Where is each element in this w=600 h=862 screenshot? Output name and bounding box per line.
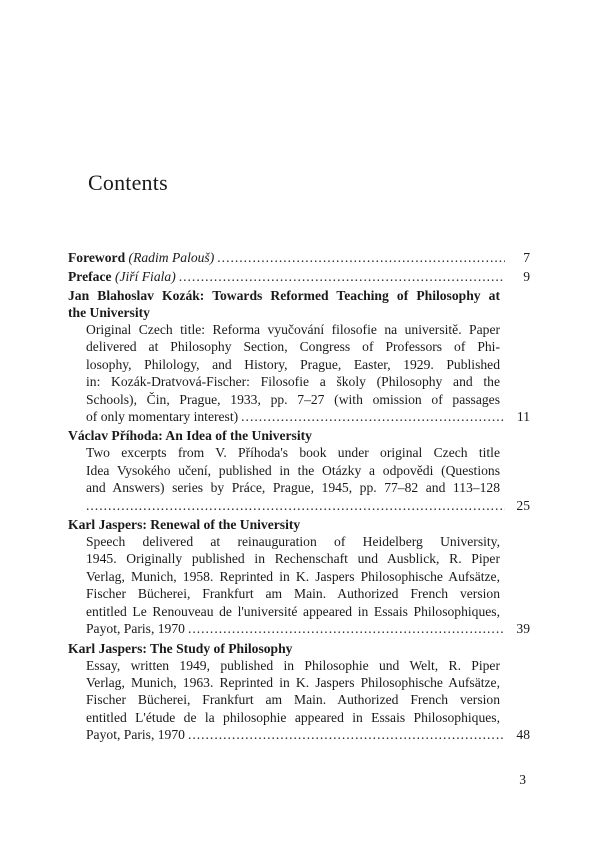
desc-line: Fischer Bücherei, Frankfurt am Main. Authorized French version xyxy=(86,586,500,602)
desc-line: in: Kozák-Dratvová-Fischer: Filosofie a školy (Philosophy and the xyxy=(86,374,500,390)
desc-line: Fischer Bücherei, Frankfurt am Main. Authorized French version xyxy=(86,692,500,708)
entry-title: Václav Příhoda: An Idea of the University xyxy=(68,428,312,444)
dot-leader xyxy=(217,249,505,266)
desc-line: Schools), Čin, Prague, 1933, pp. 7–27 (with omission of passages xyxy=(86,391,500,407)
entry-editor: (Radim Palouš) xyxy=(128,250,215,265)
page-number: 7 xyxy=(523,250,530,265)
dot-leader xyxy=(179,268,505,285)
toc-entry-jaspers-study xyxy=(68,640,530,744)
entry-title: Jan Blahoslav Kozák: Towards Reformed Teaching of Philosophy at the University xyxy=(68,288,500,320)
toc-entry-kozak xyxy=(68,287,530,425)
desc-line: Payot, Paris, 1970 xyxy=(86,621,185,637)
folio-page-number: 3 xyxy=(519,772,526,787)
desc-line: losophy, Philology, and History, Prague, Easter, 1929. Published xyxy=(86,356,500,372)
entry-title: Karl Jaspers: The Study of Philosophy xyxy=(68,640,293,656)
page-number: 48 xyxy=(516,727,530,743)
toc-entry-prihoda xyxy=(68,427,530,514)
dot-leader xyxy=(241,408,505,425)
entry-description xyxy=(86,444,500,496)
desc-line: Verlag, Munich, 1958. Reprinted in K. Jaspers Philosophische Aufsätze, xyxy=(86,568,500,584)
dot-leader xyxy=(188,726,505,743)
toc-entry-jaspers-renewal xyxy=(68,516,530,637)
page-number: 39 xyxy=(516,621,530,637)
page-number: 9 xyxy=(523,269,530,284)
desc-line: Verlag, Munich, 1963. Reprinted in K. Jaspers Philosophische Aufsätze, xyxy=(86,674,500,690)
entry-editor: (Jiří Fiala) xyxy=(114,269,176,284)
desc-line: Speech delivered at reinauguration of Heidelberg University, xyxy=(86,534,500,550)
entry-description xyxy=(86,321,500,408)
toc-entry-preface xyxy=(68,268,530,285)
page-title: Contents xyxy=(88,170,168,195)
desc-line: Payot, Paris, 1970 xyxy=(86,727,185,743)
entry-title: Preface xyxy=(68,269,112,284)
desc-line: and Answers) series by Práce, Prague, 1945, pp. 77–82 and 113–128 xyxy=(86,480,500,496)
dot-leader xyxy=(86,497,505,514)
desc-line: entitled Le Renouveau de l'université appeared in Essais Philosophiques, xyxy=(86,603,500,619)
desc-line: Idea Vysokého učení, published in the Otázky a odpovědi (Questions xyxy=(86,462,500,478)
entry-title: Karl Jaspers: Renewal of the University xyxy=(68,517,301,533)
desc-line: Original Czech title: Reforma vyučování filosofie na universitě. Paper xyxy=(86,322,500,337)
entry-title: Foreword xyxy=(68,250,126,265)
page-number: 11 xyxy=(516,409,530,425)
desc-line: entitled L'étude de la philosophie appeared in Essais Philosophiques, xyxy=(86,709,500,725)
desc-line: Essay, written 1949, published in Philosophie und Welt, R. Piper xyxy=(86,657,500,673)
table-of-contents xyxy=(68,249,530,744)
desc-line: 1945. Originally published in Rechenschaft und Ausblick, R. Piper xyxy=(86,551,500,567)
page-number: 25 xyxy=(516,497,530,513)
dot-leader xyxy=(188,620,505,637)
entry-description xyxy=(86,533,500,620)
desc-line: Two excerpts from V. Příhoda's book under original Czech title xyxy=(86,445,500,461)
desc-line: delivered at Philosophy Section, Congress of Professors of Phi- xyxy=(86,339,500,355)
entry-description xyxy=(86,657,500,727)
toc-entry-foreword xyxy=(68,249,530,266)
desc-line: of only momentary interest) xyxy=(86,409,239,425)
